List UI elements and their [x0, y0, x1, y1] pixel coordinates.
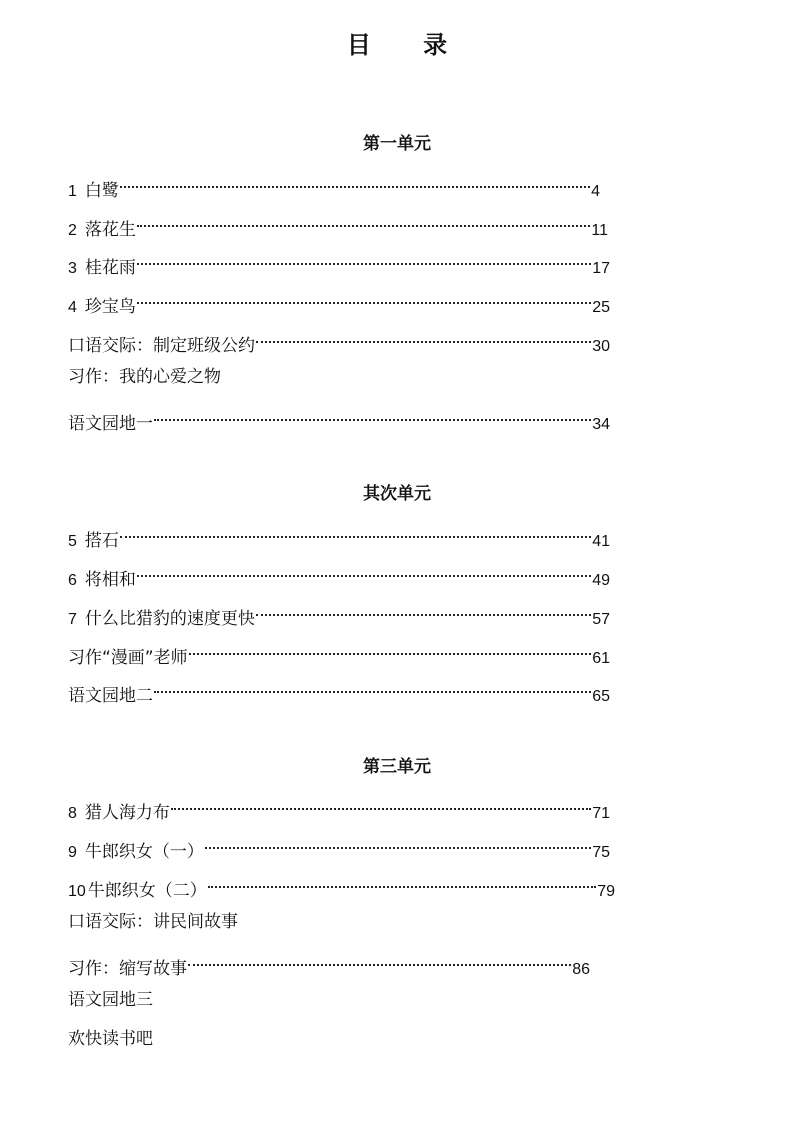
entry-page: 34	[592, 416, 610, 433]
entry-page: 61	[592, 650, 610, 667]
toc-entry[interactable]	[68, 792, 610, 823]
entry-page: 49	[592, 572, 610, 589]
unit-heading: 第一单元	[363, 134, 431, 154]
entry-title: 语文园地三	[68, 990, 153, 1010]
page-title: 目 录	[346, 30, 470, 59]
dot-leader	[188, 948, 571, 974]
toc-entry[interactable]	[68, 286, 610, 317]
entry-page: 11	[591, 222, 608, 239]
entry-number: 8	[68, 805, 77, 822]
entry-number: 1	[68, 183, 77, 200]
dot-leader	[137, 209, 590, 235]
dot-leader	[137, 559, 591, 585]
entry-title: 牛郎织女（二）	[87, 881, 207, 901]
entry-number: 7	[68, 611, 77, 628]
entry-number: 5	[68, 533, 77, 550]
toc-entry[interactable]	[68, 987, 153, 1013]
entry-page: 41	[592, 533, 610, 550]
toc-entry[interactable]	[68, 364, 221, 390]
entry-number: 10	[68, 883, 86, 900]
toc-entry[interactable]	[68, 403, 610, 434]
dot-leader	[120, 170, 590, 196]
entry-title: 桂花雨	[84, 258, 136, 278]
entry-title: 什么比猎豹的速度更快	[84, 609, 255, 629]
entry-number: 2	[68, 222, 77, 239]
dot-leader	[189, 637, 592, 663]
unit-heading: 其次单元	[363, 484, 431, 504]
entry-title: 习作：缩写故事	[68, 959, 187, 979]
entry-title: 猎人海力布	[84, 803, 170, 823]
toc-entry[interactable]	[68, 948, 590, 979]
entry-number: 9	[68, 844, 77, 861]
dot-leader	[154, 403, 591, 429]
entry-title: 白鹭	[84, 181, 119, 201]
entry-number: 6	[68, 572, 77, 589]
toc-entry[interactable]	[68, 247, 610, 278]
entry-title: 欢快读书吧	[68, 1029, 153, 1049]
toc-entry[interactable]	[68, 520, 610, 551]
entry-page: 25	[592, 299, 610, 316]
entry-title: 口语交际：制定班级公约	[68, 336, 255, 356]
dot-leader	[205, 831, 591, 857]
toc-entry[interactable]	[68, 675, 610, 706]
entry-page: 79	[597, 883, 615, 900]
entry-page: 17	[592, 260, 610, 277]
entry-title: 口语交际：讲民间故事	[68, 912, 238, 932]
entry-page: 4	[591, 183, 600, 200]
unit-heading: 第三单元	[363, 757, 431, 777]
entry-number: 3	[68, 260, 77, 277]
toc-entry[interactable]	[68, 870, 615, 901]
dot-leader	[256, 598, 591, 624]
entry-page: 57	[592, 611, 610, 628]
toc-entry[interactable]	[68, 325, 610, 356]
entry-page: 86	[572, 961, 590, 978]
entry-title: 语文园地一	[68, 414, 153, 434]
entry-number: 4	[68, 299, 77, 316]
entry-title: 习作：我的心爱之物	[68, 367, 221, 387]
entry-title: 搭石	[84, 531, 119, 551]
dot-leader	[137, 286, 591, 312]
entry-page: 71	[592, 805, 610, 822]
dot-leader	[154, 675, 591, 701]
toc-entry[interactable]	[68, 831, 610, 862]
entry-title: 习作“漫画”老师	[68, 648, 188, 668]
dot-leader	[256, 325, 591, 351]
toc-entry[interactable]	[68, 170, 600, 201]
entry-title: 珍宝鸟	[84, 297, 136, 317]
entry-page: 30	[592, 338, 610, 355]
entry-title: 语文园地二	[68, 686, 153, 706]
entry-page: 75	[592, 844, 610, 861]
dot-leader	[208, 870, 596, 896]
dot-leader	[120, 520, 591, 546]
entry-title: 将相和	[84, 570, 136, 590]
entry-title: 牛郎织女（一）	[84, 842, 204, 862]
toc-entry[interactable]	[68, 909, 238, 935]
dot-leader	[171, 792, 591, 818]
dot-leader	[137, 247, 591, 273]
entry-title: 落花生	[84, 220, 136, 240]
toc-entry[interactable]	[68, 209, 608, 240]
toc-entry[interactable]	[68, 1026, 153, 1052]
toc-entry[interactable]	[68, 598, 610, 629]
entry-page: 65	[592, 688, 610, 705]
toc-entry[interactable]	[68, 559, 610, 590]
toc-entry[interactable]	[68, 637, 610, 668]
